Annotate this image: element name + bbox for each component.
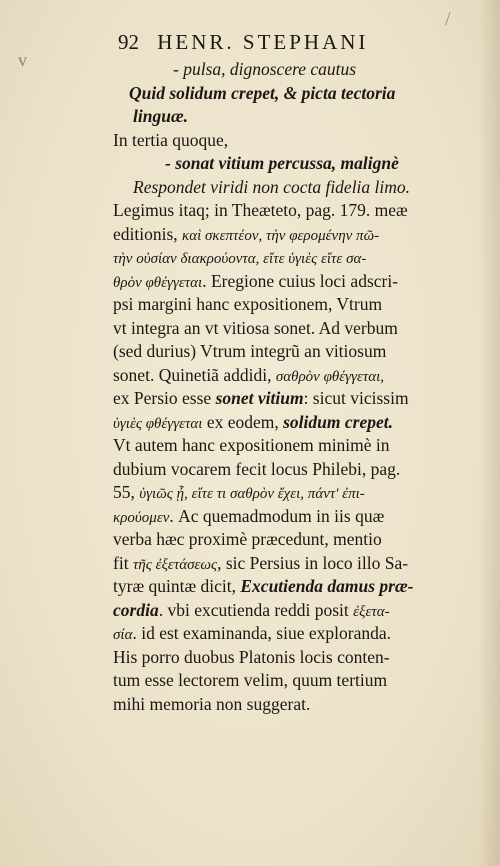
text-span: linguæ. xyxy=(133,106,188,126)
text-line xyxy=(113,293,463,317)
text-line xyxy=(113,528,463,552)
text-span: verba hæc proximè præcedunt, mentio xyxy=(113,529,382,549)
text-line xyxy=(113,58,463,82)
text-line xyxy=(113,270,463,294)
text-span: 55, xyxy=(113,482,140,502)
text-span: Vt autem hanc expositionem minimè in xyxy=(113,435,390,455)
text-span: cordia xyxy=(113,599,159,620)
top-pen-mark: / xyxy=(445,8,451,30)
greek-text: τὴν οὐσίαν διακρούοντα, εἴτε ὑγιὲς εἴτε σα- xyxy=(113,251,367,267)
text-span: Quid solidum crepet, & picta tectoria xyxy=(129,82,396,103)
text-line xyxy=(113,411,463,435)
text-span: . vbi excutienda reddi posit xyxy=(158,599,354,620)
text-line xyxy=(113,199,463,223)
text-line xyxy=(113,646,463,670)
binding-gutter-shadow xyxy=(478,0,500,866)
text-line xyxy=(113,317,463,341)
text-line xyxy=(113,434,463,458)
text-span: . Ac quemadmodum in iis quæ xyxy=(169,505,385,526)
text-line xyxy=(113,575,463,599)
text-span: - sonat vitium percussa, malignè xyxy=(165,153,399,173)
text-line xyxy=(113,82,463,106)
greek-text: θρὸν φθέγγεται xyxy=(113,274,203,291)
text-span: - pulsa, dignoscere cautus xyxy=(173,59,357,79)
text-span: sonet vitium xyxy=(215,388,304,408)
text-span: mihi memoria non suggerat. xyxy=(113,693,311,714)
text-span: , sic Persius in loco illo Sa- xyxy=(217,552,409,573)
text-line xyxy=(113,481,463,505)
page-number: 92 xyxy=(118,30,139,54)
greek-text: καὶ σκεπτέον, τὴν φερομένην πῶ- xyxy=(182,227,380,244)
text-span: editionis, xyxy=(113,223,183,244)
text-line xyxy=(113,693,463,717)
text-line xyxy=(113,105,463,129)
text-span: In tertia quoque, xyxy=(113,129,229,150)
text-span: tyræ quintæ dicit, xyxy=(113,576,241,596)
greek-text: σαθρὸν φθέγγεται, xyxy=(275,368,385,385)
text-line xyxy=(113,152,463,176)
greek-text: τῆς ἐξετάσεως xyxy=(132,556,218,573)
greek-text: κρούομεν xyxy=(113,509,170,526)
text-span: Respondet viridi non cocta fidelia limo. xyxy=(133,176,411,197)
text-line xyxy=(113,387,463,411)
text-line xyxy=(113,458,463,482)
text-line xyxy=(113,364,463,388)
running-head xyxy=(118,30,458,54)
greek-text: ὑγιῶς ᾖ, εἴτε τι σαθρὸν ἔχει, πάντ' ἐπι- xyxy=(139,486,365,502)
greek-text: ὑγιὲς φθέγγεται xyxy=(113,415,203,432)
text-line xyxy=(113,223,463,247)
text-line xyxy=(113,552,463,576)
text-span: sonet. Quinetiã addidi, xyxy=(113,364,276,385)
text-span: ex eodem, xyxy=(202,411,284,432)
text-span: tum esse lectorem velim, quum tertium xyxy=(113,670,388,690)
text-span: vt integra an vt vitiosa sonet. Ad verbum xyxy=(113,317,398,338)
text-span: Excutienda damus præ- xyxy=(240,576,414,596)
margin-mark: v xyxy=(18,50,27,70)
text-span: : sicut vicissim xyxy=(303,388,409,408)
text-line xyxy=(113,246,463,270)
text-span: dubium vocarem fecit locus Philebi, pag. xyxy=(113,458,401,479)
text-line xyxy=(113,505,463,529)
body-text xyxy=(113,58,463,716)
text-span: . id est examinanda, siue exploranda. xyxy=(132,623,391,643)
text-span: solidum crepet. xyxy=(283,411,393,432)
text-span: His porro duobus Platonis locis conten- xyxy=(113,646,390,667)
text-line xyxy=(113,669,463,693)
text-span: . Eregione cuius loci adscri- xyxy=(202,270,399,291)
greek-text: σία xyxy=(113,627,133,643)
text-line xyxy=(113,129,463,153)
greek-text: ἐξετα- xyxy=(353,603,390,620)
text-span: fit xyxy=(113,552,133,573)
author-header: HENR. STEPHANI xyxy=(157,30,369,54)
text-line xyxy=(113,599,463,623)
text-span: ex Persio esse xyxy=(113,388,216,408)
text-span: psi margini hanc expositionem, Vtrum xyxy=(113,294,383,314)
text-span: Legimus itaq; in Theæteto, pag. 179. meæ xyxy=(113,200,408,220)
text-line xyxy=(113,622,463,646)
text-line xyxy=(113,176,463,200)
text-line xyxy=(113,340,463,364)
text-span: (sed durius) Vtrum integrũ an vitiosum xyxy=(113,341,387,361)
